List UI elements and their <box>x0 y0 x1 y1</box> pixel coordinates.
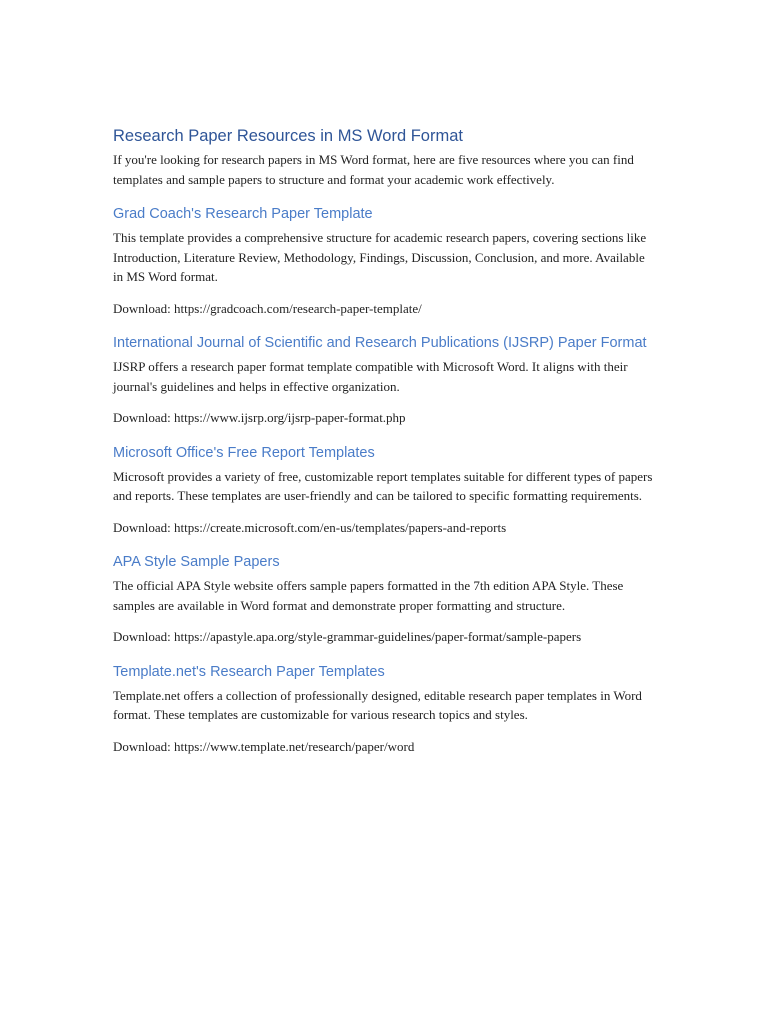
download-link-text: Download: https://www.template.net/research/paper/word <box>113 738 415 754</box>
section-heading: APA Style Sample Papers <box>113 554 280 570</box>
resource-section-template-net <box>113 661 658 757</box>
section-description: This template provides a comprehensive structure for academic research papers, covering sections like Introduction, Literature Review, Methodology, Findings, Discussion, Conclusion, and more. Available in MS Word format. <box>113 230 647 284</box>
resource-section-grad-coach <box>113 203 658 318</box>
intro-paragraph: If you're looking for research papers in MS Word format, here are five resources where you can find templates and sample papers to structure and format your academic work effectively. <box>113 152 634 187</box>
resource-section-ijsrp <box>113 332 658 428</box>
download-link-text: Download: https://create.microsoft.com/en-us/templates/papers-and-reports <box>113 519 507 535</box>
section-heading: Grad Coach's Research Paper Template <box>113 206 373 222</box>
section-description: Template.net offers a collection of professionally designed, editable research paper templates in Word format. These templates are customizable for various research topics and styles. <box>113 687 642 722</box>
document-page <box>113 125 658 770</box>
section-description: IJSRP offers a research paper format template compatible with Microsoft Word. It aligns with their journal's guidelines and helps in effective organization. <box>113 359 628 394</box>
resource-section-apa <box>113 551 658 647</box>
section-heading: Microsoft Office's Free Report Templates <box>113 444 375 461</box>
download-link-text: Download: https://gradcoach.com/research-paper-template/ <box>113 300 422 316</box>
section-description: Microsoft provides a variety of free, customizable report templates suitable for different types of papers and reports. These templates are user-friendly and can be tailored to specific formatting requirements. <box>113 468 653 503</box>
download-link-text: Download: https://apastyle.apa.org/style-grammar-guidelines/paper-format/sample-papers <box>113 629 582 644</box>
section-heading: Template.net's Research Paper Templates <box>113 663 385 680</box>
document-title: Research Paper Resources in MS Word Format <box>113 127 463 145</box>
section-description: The official APA Style website offers sample papers formatted in the 7th edition APA Style. These samples are available in Word format and demonstrate proper formatting and structure. <box>113 578 624 613</box>
section-heading: International Journal of Scientific and Research Publications (IJSRP) Paper Format <box>113 335 647 351</box>
download-link-text: Download: https://www.ijsrp.org/ijsrp-paper-format.php <box>113 410 406 425</box>
resource-section-microsoft <box>113 442 658 538</box>
